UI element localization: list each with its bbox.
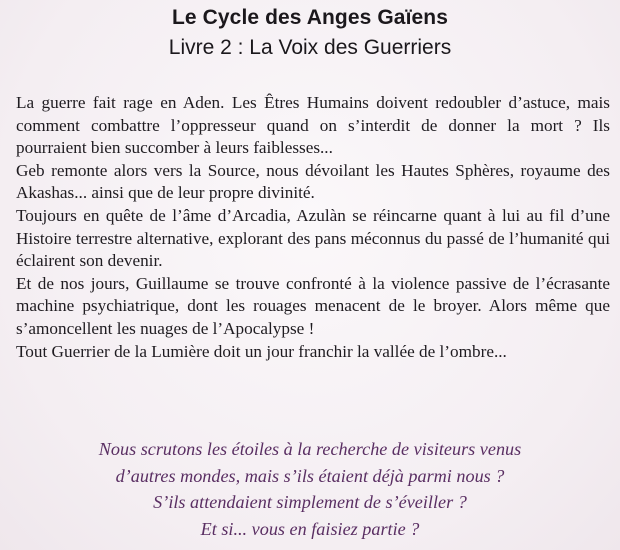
series-title: Le Cycle des Anges Gaïens [171,6,448,29]
tagline-line: Et si... vous en faisiez partie ? [200,518,420,539]
book-subtitle: Livre 2 : La Voix des Guerriers [168,36,452,59]
synopsis-paragraph: Toujours en quête de l’âme d’Arcadia, Azulàn se réincarne quant à lui au fil d’une Histoire terrestre alternative, explorant des pans méconnus du passé de l’humanité qui éclairent son devenir. [16,205,610,271]
tagline-line: Nous scrutons les étoiles à la recherche de visiteurs venus [98,439,522,459]
tagline-line: S’ils attendaient simplement de s’éveiller ? [153,492,467,512]
synopsis-paragraph: Geb remonte alors vers la Source, nous dévoilant les Hautes Sphères, royaume des Akashas... ainsi que de leur propre divinité. [16,160,610,203]
synopsis-paragraph: Et de nos jours, Guillaume se trouve confronté à la violence passive de l’écrasante machine psychiatrique, dont les rouages menacent de le broyer. Alors même que s’amoncellent les nuages de l’Apocalypse ! [16,273,610,338]
tagline-line: d’autres mondes, mais s’ils étaient déjà parmi nous ? [115,465,505,486]
synopsis [16,92,610,363]
closing-tagline [0,436,620,542]
synopsis-paragraph: Tout Guerrier de la Lumière doit un jour franchir la vallée de l’ombre... [16,341,507,361]
synopsis-paragraph: La guerre fait rage en Aden. Les Êtres Humains doivent redoubler d’astuce, mais comment combattre l’oppresseur quand on s’interdit de donner la mort ? Ils pourraient bien succomber à leurs faiblesses... [16,93,610,158]
